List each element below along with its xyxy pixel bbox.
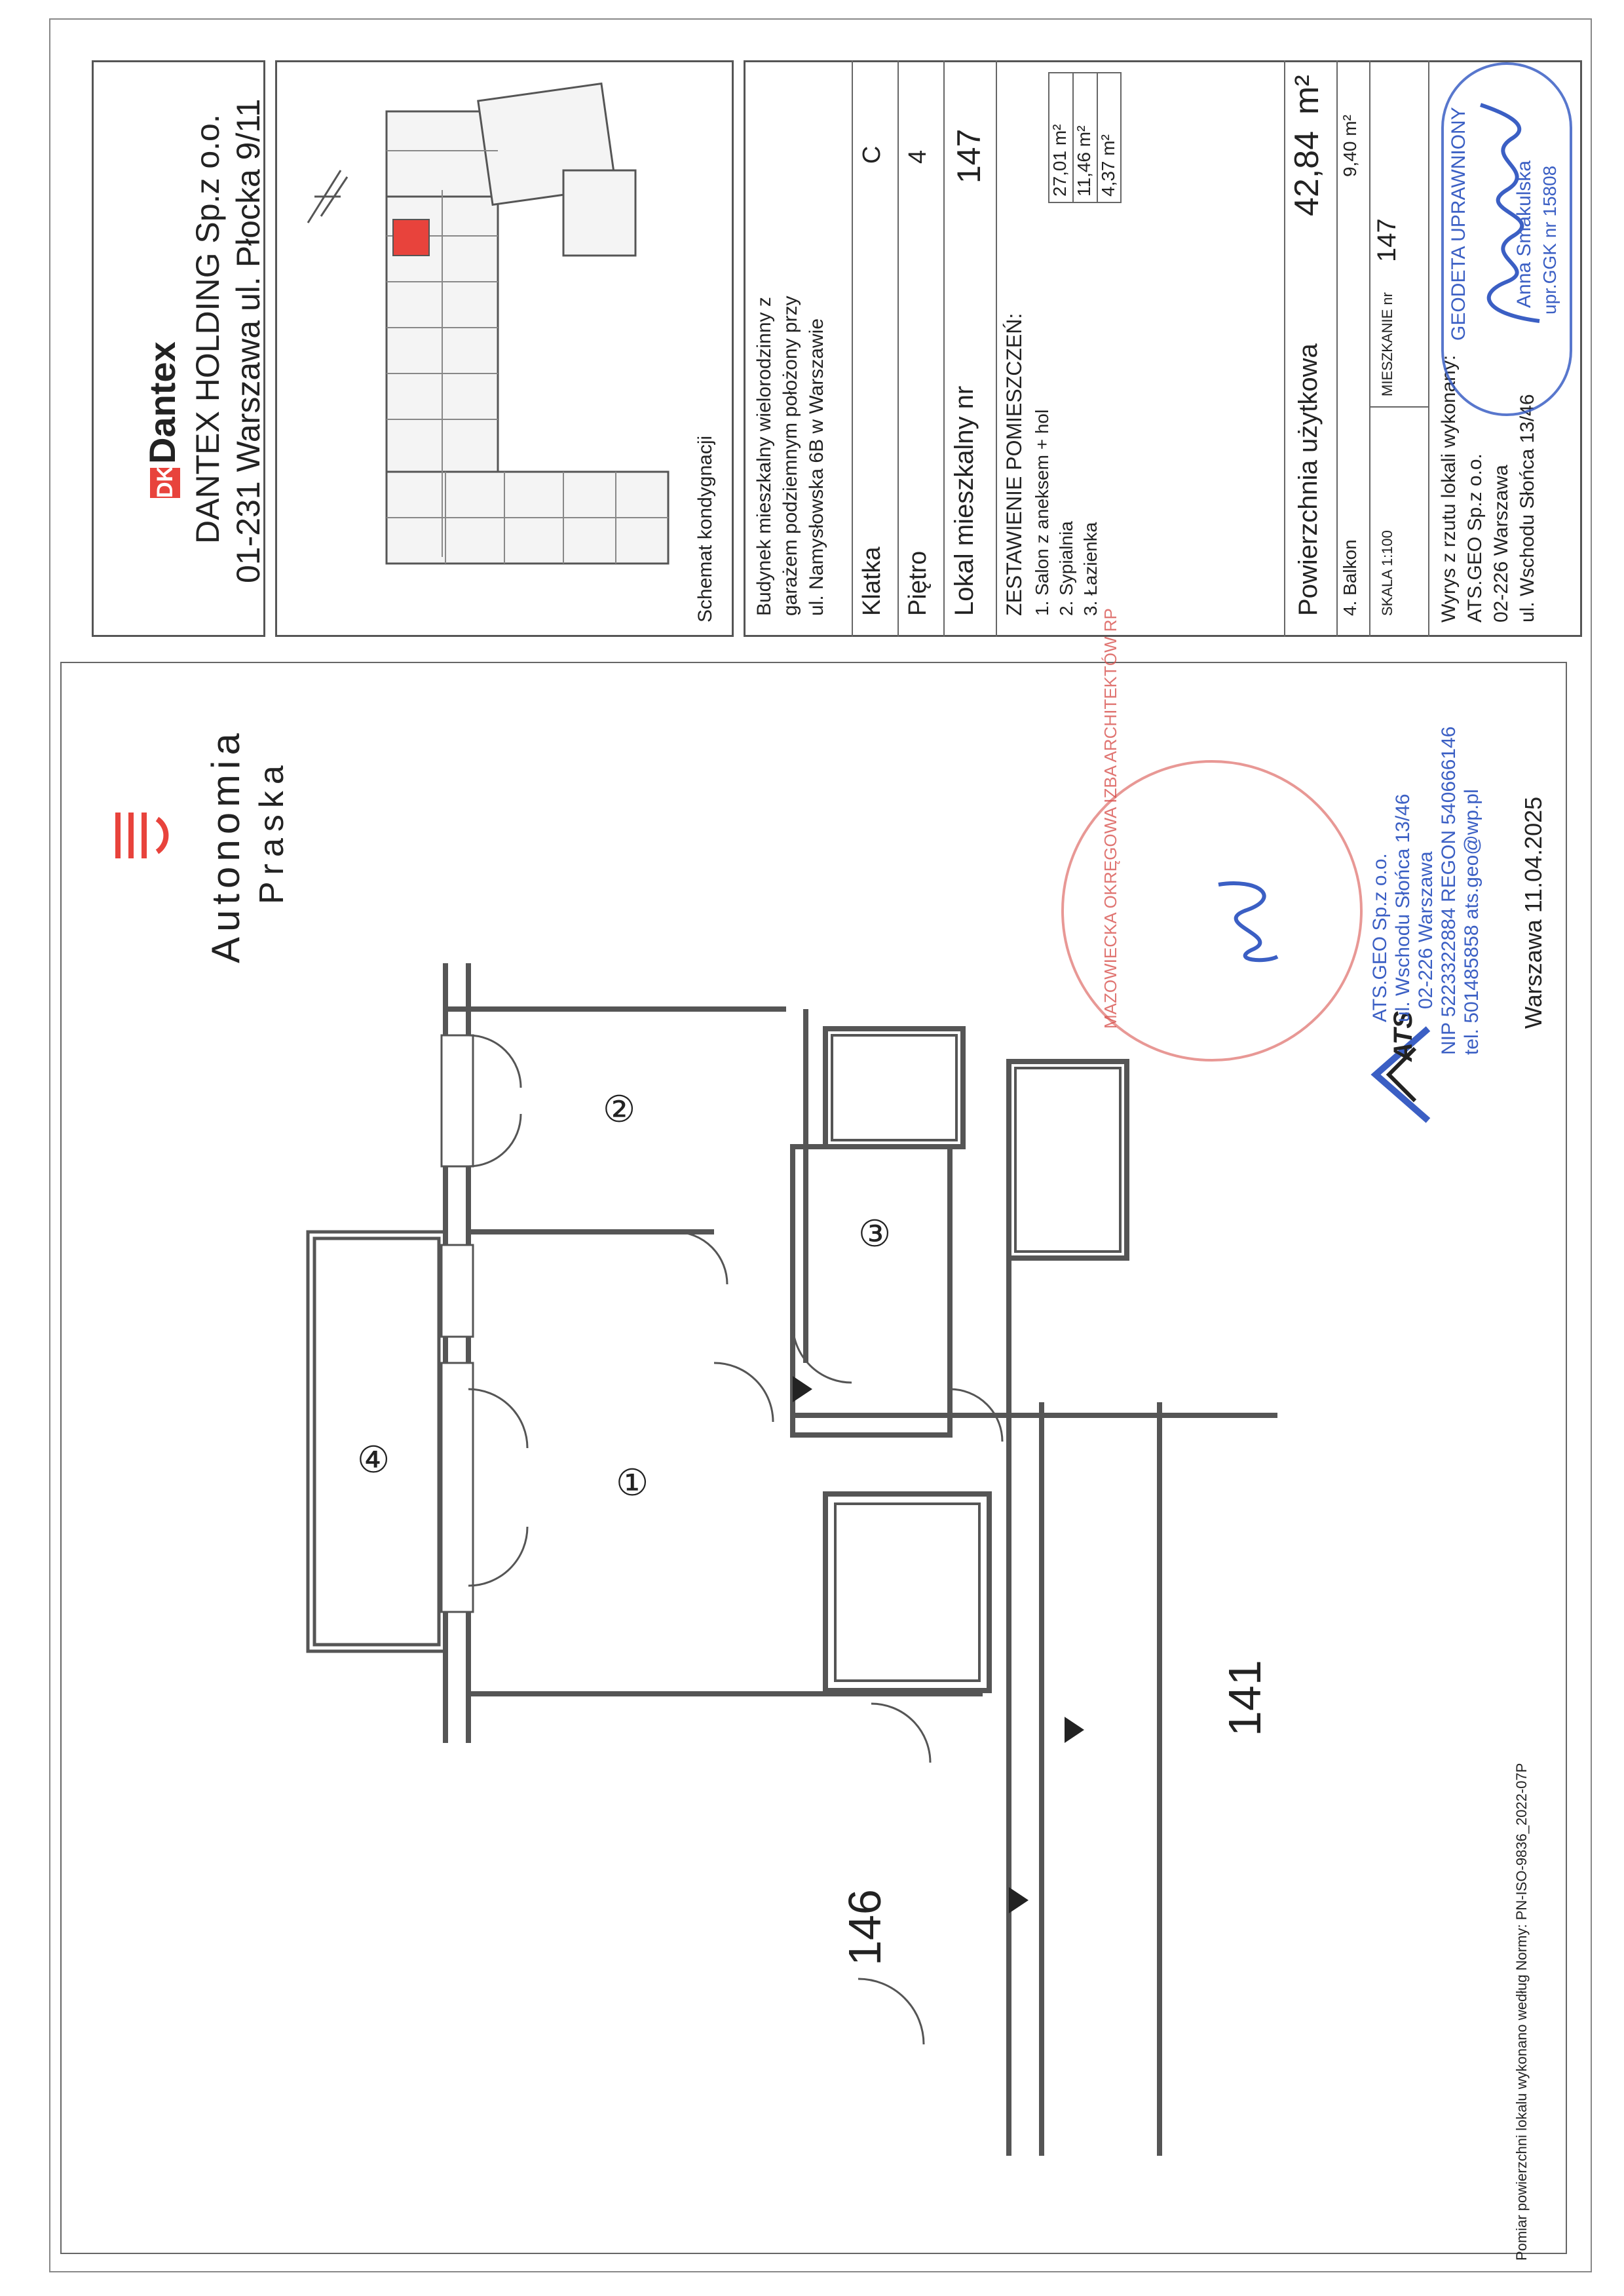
neighbor-146: 146 (839, 1889, 890, 1966)
balcony-label: 4. Balkon (1340, 539, 1360, 616)
ats-line1: ATS.GEO Sp.z o.o. (1369, 853, 1391, 1022)
dantex-logo-mark: DK (150, 468, 180, 498)
developer-address: 01-231 Warszawa ul. Płocka 9/11 (230, 98, 267, 583)
geodesist-signature (1461, 98, 1553, 334)
developer-name: DANTEX HOLDING Sp.z o.o. (189, 114, 226, 544)
geodesist-line1: GEODETA UPRAWNIONY (1448, 107, 1469, 341)
apartment-no-value: 147 (1372, 218, 1401, 262)
ats-line3: 02-226 Warszawa (1415, 851, 1437, 1009)
details-divider-4 (996, 60, 997, 637)
room-marker-4: ④ (357, 1439, 390, 1480)
dantex-logo: DKDantex (142, 341, 183, 498)
rooms-header: ZESTAWIENIE POMIESZCZEŃ: (1002, 313, 1026, 616)
details-divider-3 (943, 60, 945, 637)
room-3-area: 4,37 m² (1098, 134, 1118, 197)
details-divider-5 (1284, 60, 1285, 637)
details-divider-6 (1336, 60, 1338, 637)
usable-area-value: 42,84 (1288, 130, 1326, 216)
building-line3: ul. Namysłowska 6B w Warszawie (806, 318, 827, 616)
footer-note: Pomiar powierzchni lokalu wykonano według Normy: PN-ISO-9836_2022-07P (1513, 1763, 1530, 2261)
room-2-area: 11,46 m² (1074, 125, 1094, 197)
architect-stamp-text: MAZOWIECKA OKRĘGOWA IZBA ARCHITEKTÓW RP (1101, 608, 1120, 1029)
surveyor-line2: ATS.GEO Sp.z o.o. (1464, 453, 1486, 622)
ats-line4: NIP 5223322884 REGON 540666146 (1438, 726, 1460, 1055)
room-marker-3: ③ (858, 1213, 892, 1254)
neighbor-141: 141 (1219, 1660, 1270, 1736)
field-label-klatka: Klatka (858, 546, 886, 616)
scale-label: SKALA 1:100 (1379, 530, 1395, 616)
project-logo-icon (111, 806, 190, 865)
project-name-line2: Praska (253, 759, 291, 904)
room-1-area: 27,01 m² (1049, 124, 1070, 197)
floor-plan (295, 957, 1277, 2156)
geodesist-line2: Anna Smakulska (1513, 160, 1535, 308)
key-plan-caption: Schemat kondygnacji (694, 435, 716, 622)
field-label-lokal: Lokal mieszkalny nr (950, 385, 979, 616)
geodesist-line3: upr.GGK nr 15808 (1539, 165, 1560, 315)
ats-logo-text: ATS (1389, 1010, 1418, 1062)
apartment-no-label: MIESZKANIE nr (1379, 292, 1395, 396)
room-marker-1: ① (616, 1462, 649, 1503)
north-arrow-icon (308, 170, 347, 223)
surveyor-line4: ul. Wschodu Słońca 13/46 (1517, 394, 1538, 622)
details-divider-7 (1369, 60, 1370, 637)
usable-area-label: Powierzchnia użytkowa (1294, 343, 1323, 616)
building-line2: garażem podziemnym położony przy (780, 296, 801, 616)
details-divider-2 (897, 60, 899, 637)
building-line1: Budynek mieszkalny wielorodzinny z (753, 297, 775, 616)
balcony-value: 9,40 m² (1340, 115, 1360, 177)
room-marker-2: ② (603, 1088, 636, 1130)
ats-line5: tel. 501485858 ats.geo@wp.pl (1461, 789, 1482, 1055)
field-label-pietro: Piętro (904, 550, 932, 616)
surveyor-line3: 02-226 Warszawa (1490, 465, 1512, 622)
field-value-klatka: C (858, 145, 886, 164)
room-3-label: 3. Łazienka (1080, 522, 1101, 616)
scale-divider (1369, 406, 1428, 408)
details-divider-1 (852, 60, 853, 637)
architect-signature (1205, 871, 1297, 970)
room-2-label: 2. Sypialnia (1056, 521, 1076, 616)
project-name-line1: Autonomia (204, 728, 248, 963)
ats-line2: ul. Wschodu Słońca 13/46 (1392, 794, 1414, 1022)
field-value-lokal: 147 (951, 128, 987, 183)
key-plan (288, 66, 681, 577)
details-divider-8 (1428, 60, 1429, 637)
field-value-pietro: 4 (904, 149, 932, 164)
surveyor-line1: Wyrys z rzutu lokali wykonany: (1438, 354, 1460, 622)
usable-area-unit: m² (1288, 75, 1326, 115)
room-1-label: 1. Salon z aneksem + hol (1032, 409, 1052, 616)
highlighted-apartment (393, 220, 429, 256)
document-date: Warszawa 11.04.2025 (1520, 796, 1547, 1029)
